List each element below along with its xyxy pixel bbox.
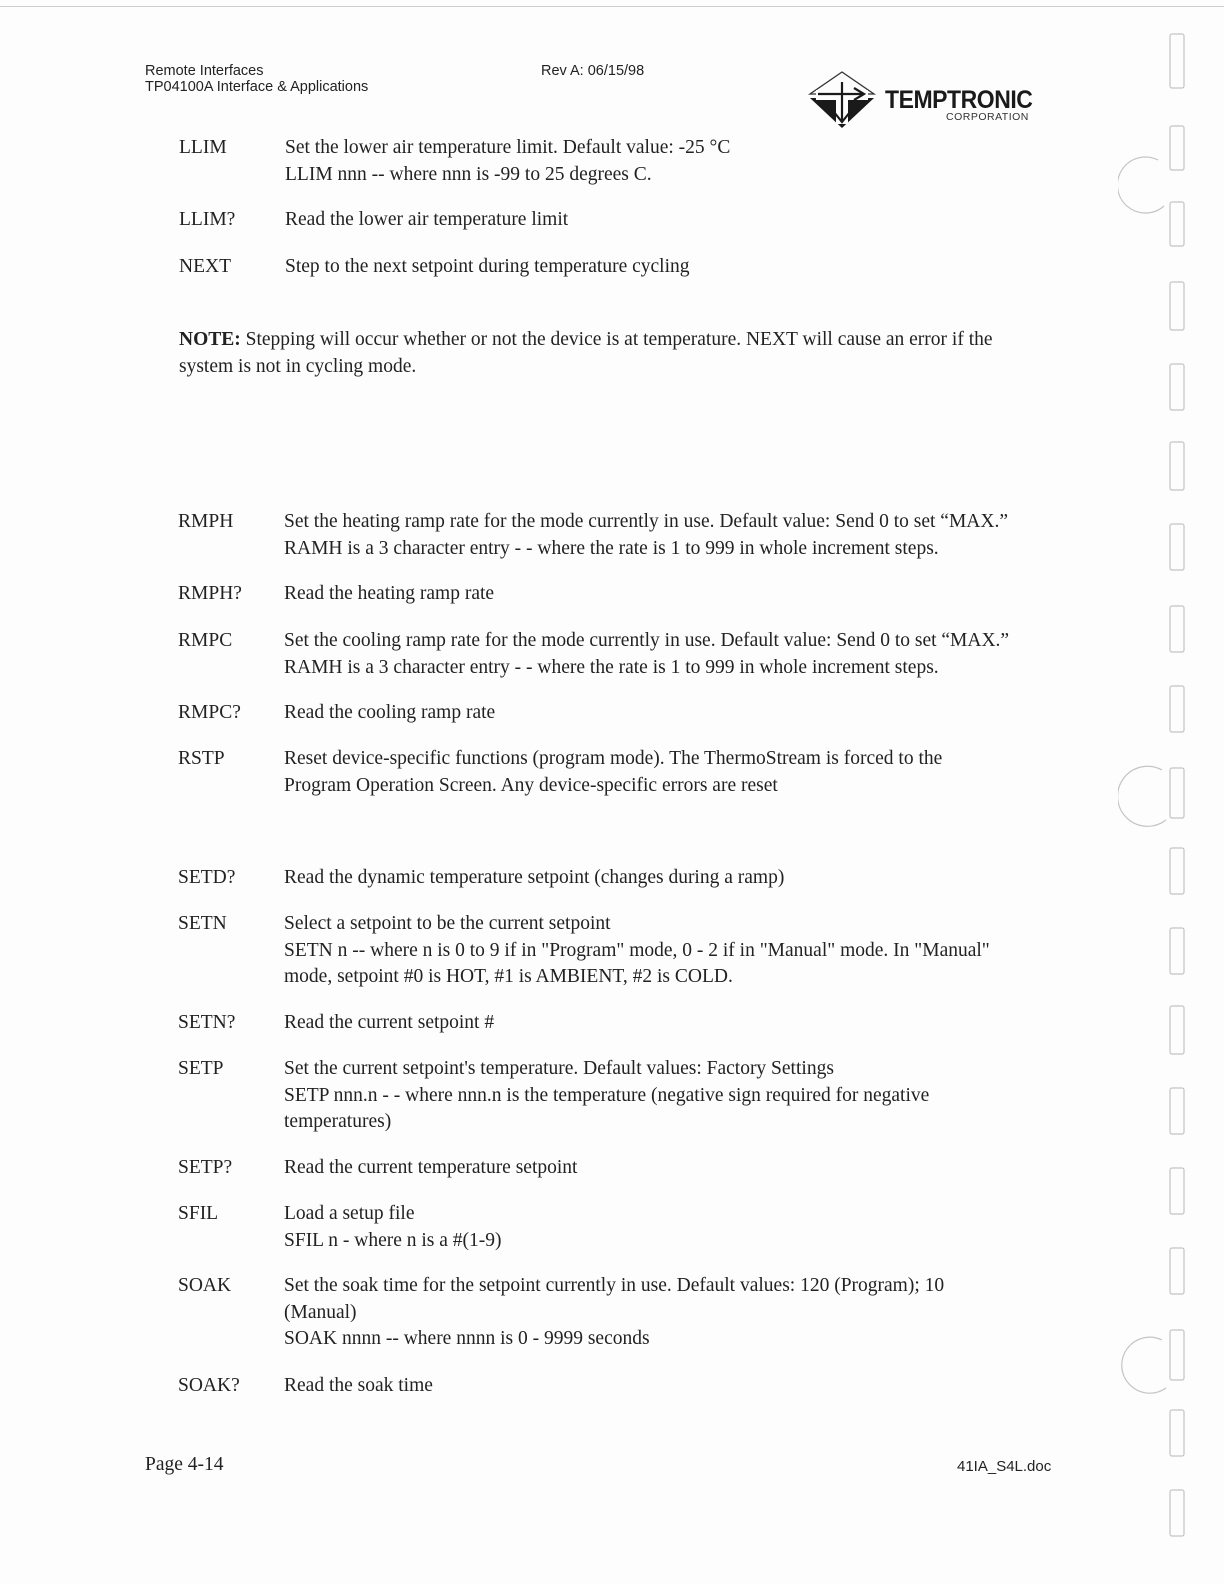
- page-number: Page 4-14: [145, 1454, 224, 1475]
- binder-punch-marks: [1118, 30, 1218, 1570]
- command-description: [284, 1201, 1084, 1254]
- logo-corporation: CORPORATION: [946, 111, 1029, 123]
- description-line: Program Operation Screen. Any device-specific errors are reset: [284, 774, 778, 796]
- command-name: SETP: [178, 1058, 224, 1079]
- command-name: SOAK: [178, 1275, 232, 1296]
- header-section-title: Remote Interfaces: [145, 63, 264, 79]
- note-paragraph: [179, 327, 1109, 380]
- command-description: [284, 509, 1084, 562]
- command-description: [284, 628, 1084, 681]
- description-line: Read the dynamic temperature setpoint (changes during a ramp): [284, 867, 785, 888]
- command-description: [284, 865, 1084, 892]
- command-name: RMPH?: [178, 583, 242, 604]
- description-line: Load a setup file: [284, 1203, 415, 1224]
- description-line: RAMH is a 3 character entry - - where the rate is 1 to 999 in whole increment steps.: [284, 656, 939, 678]
- description-line: Read the heating ramp rate: [284, 583, 495, 604]
- command-name: RMPC?: [178, 702, 241, 723]
- description-line: Step to the next setpoint during temperature cycling: [285, 256, 690, 277]
- command-name: SETD?: [178, 867, 236, 888]
- command-name: SETN?: [178, 1012, 236, 1033]
- command-name: RMPC: [178, 630, 233, 651]
- note-text-continued: system is not in cycling mode.: [179, 355, 417, 377]
- temptronic-logo-icon: [806, 70, 878, 132]
- command-name: NEXT: [179, 256, 231, 277]
- description-line: SFIL n - where n is a #(1-9): [284, 1229, 502, 1251]
- command-name: SETN: [178, 913, 227, 934]
- command-name: RMPH: [178, 511, 234, 532]
- description-line: Set the soak time for the setpoint currently in use. Default values: 120 (Program); 10: [284, 1275, 945, 1296]
- logo-name: TEMPTRONIC: [885, 86, 1033, 114]
- description-line: Set the current setpoint's temperature. Default values: Factory Settings: [284, 1058, 834, 1079]
- top-rule: [0, 6, 1224, 7]
- description-line: LLIM nnn -- where nnn is -99 to 25 degrees C.: [285, 163, 652, 185]
- description-line: SOAK nnnn -- where nnnn is 0 - 9999 seconds: [284, 1328, 650, 1349]
- description-line: Read the lower air temperature limit: [285, 209, 569, 230]
- command-name: RSTP: [178, 748, 225, 769]
- description-line: Reset device-specific functions (program mode). The ThermoStream is forced to the: [284, 748, 943, 769]
- header-revision: Rev A: 06/15/98: [541, 63, 645, 79]
- header-left: [145, 63, 368, 95]
- description-line: Read the current temperature setpoint: [284, 1157, 578, 1178]
- description-line: Read the cooling ramp rate: [284, 702, 496, 723]
- note-text: Stepping will occur whether or not the device is at temperature. NEXT will cause an error if the: [245, 329, 993, 350]
- description-line: Set the heating ramp rate for the mode currently in use. Default value: Send 0 to set “MAX.”: [284, 511, 1008, 532]
- description-line: mode, setpoint #0 is HOT, #1 is AMBIENT, #2 is COLD.: [284, 966, 733, 987]
- command-description: [284, 746, 1084, 799]
- description-line: RAMH is a 3 character entry - - where the rate is 1 to 999 in whole increment steps.: [284, 537, 939, 559]
- command-description: [285, 135, 1085, 188]
- command-name: LLIM?: [179, 209, 236, 230]
- command-description: [284, 581, 1084, 608]
- description-line: SETN n -- where n is 0 to 9 if in "Program" mode, 0 - 2 if in "Manual" mode. In "Manual": [284, 939, 990, 961]
- company-logo: [806, 70, 1036, 132]
- command-description: [284, 1056, 1084, 1136]
- note-label: NOTE:: [179, 329, 241, 350]
- command-name: SFIL: [178, 1203, 219, 1224]
- description-line: Read the current setpoint #: [284, 1012, 495, 1033]
- command-name: SOAK?: [178, 1375, 240, 1396]
- command-description: [284, 1373, 1084, 1400]
- command-description: [284, 1273, 1084, 1353]
- command-description: [284, 1010, 1084, 1037]
- command-description: [284, 700, 1084, 727]
- command-description: [285, 254, 1085, 281]
- command-description: [285, 207, 1085, 234]
- description-line: temperatures): [284, 1111, 392, 1132]
- header-document-title: TP04100A Interface & Applications: [145, 79, 369, 95]
- command-name: SETP?: [178, 1157, 233, 1178]
- description-line: Read the soak time: [284, 1375, 433, 1396]
- command-name: LLIM: [179, 137, 227, 158]
- command-description: [284, 911, 1084, 991]
- description-line: SETP nnn.n - - where nnn.n is the temperature (negative sign required for negative: [284, 1084, 930, 1106]
- file-name: 41IA_S4L.doc: [957, 1458, 1052, 1475]
- command-description: [284, 1155, 1084, 1182]
- description-line: Set the lower air temperature limit. Default value: -25 °C: [285, 137, 731, 158]
- description-line: Select a setpoint to be the current setpoint: [284, 913, 611, 934]
- description-line: (Manual): [284, 1301, 357, 1323]
- description-line: Set the cooling ramp rate for the mode currently in use. Default value: Send 0 to set “MAX.”: [284, 630, 1010, 651]
